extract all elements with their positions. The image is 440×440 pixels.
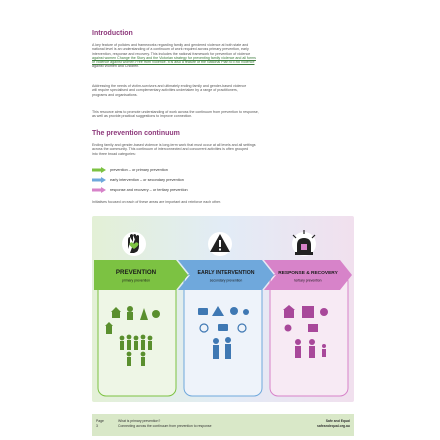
footer-website-link[interactable]: safeandequal.org.au	[317, 424, 350, 428]
stage-title-prevention: PREVENTION	[115, 269, 157, 276]
legend-response-recovery: response and recovery – or tertiary prevention	[92, 186, 188, 194]
stage-subtitle-prevention: primary prevention	[121, 278, 151, 283]
warning-icon	[208, 232, 232, 256]
continuum-heading: The prevention continuum	[92, 130, 180, 137]
stage-subtitle-response-recovery: tertiary prevention	[294, 278, 322, 283]
continuum-paragraph-1: Ending family and gender-based violence is long-term work that must occur at all levels and all settings across the community. This continuum of interconnected and concurrent activities is often grouped into three broad categories:	[92, 143, 256, 156]
stage-subtitle-early-intervention: secondary prevention	[209, 278, 243, 283]
page-footer	[92, 414, 354, 436]
change-the-story-link[interactable]: against women Change the Story and the Victorian strategy for preventing family violence and all forms	[92, 55, 256, 60]
stage-title-response-recovery: RESPONSE & RECOVERY	[278, 271, 338, 276]
footer-page-label: Page	[96, 419, 104, 423]
continuum-illustration	[92, 216, 354, 402]
legend-prevention: prevention – or primary prevention	[92, 166, 168, 174]
footer-org-name: Safe and Equal	[325, 419, 350, 423]
green-arrow-icon	[92, 167, 106, 173]
legend-early-intervention: early intervention – or secondary prevention	[92, 176, 184, 184]
footer-doc-subtitle: Connecting across the continuum from prevention to response	[118, 424, 212, 428]
pink-arrow-icon	[92, 187, 106, 193]
hand-heart-icon	[122, 232, 146, 256]
blue-arrow-icon	[92, 177, 106, 183]
intro-paragraph-3: This resource aims to promote understanding of work across the continuum from prevention to response, as well as provide practical suggestions to improve connection.	[92, 110, 259, 119]
continuum-diagram	[92, 216, 354, 402]
footer-page-number: 3	[96, 424, 98, 428]
stage-title-early-intervention: EARLY INTERVENTION	[197, 270, 255, 276]
footer-doc-title: What is primary prevention?	[118, 419, 161, 423]
introduction-heading: Introduction	[92, 30, 133, 37]
intro-paragraph-1: A key feature of policies and frameworks regarding family and gendered violence at both state and national level is an understanding of a continuum of work required across primary prevention, early intervention, response and recovery. This includes the national framework for prevention of violence against women Change the Story and the Victorian strategy for preventing family violence and all forms of violence against women Free from Violence. It is also a feature of the National Plan to End Violence against Women and Children.	[92, 43, 350, 69]
continuum-paragraph-2: Initiatives focused on each of these areas are important and reinforce each other.	[92, 200, 222, 204]
free-from-violence-link[interactable]: of violence against women Free from Violence. It is also a feature of the National Plan to End Violence	[92, 60, 255, 65]
intro-paragraph-2: Addressing the needs of victim-survivors and ultimately ending family and gender-based violence will require specialised and complementary activities undertaken by a range of practitioners, programs and organisations.	[92, 84, 247, 97]
